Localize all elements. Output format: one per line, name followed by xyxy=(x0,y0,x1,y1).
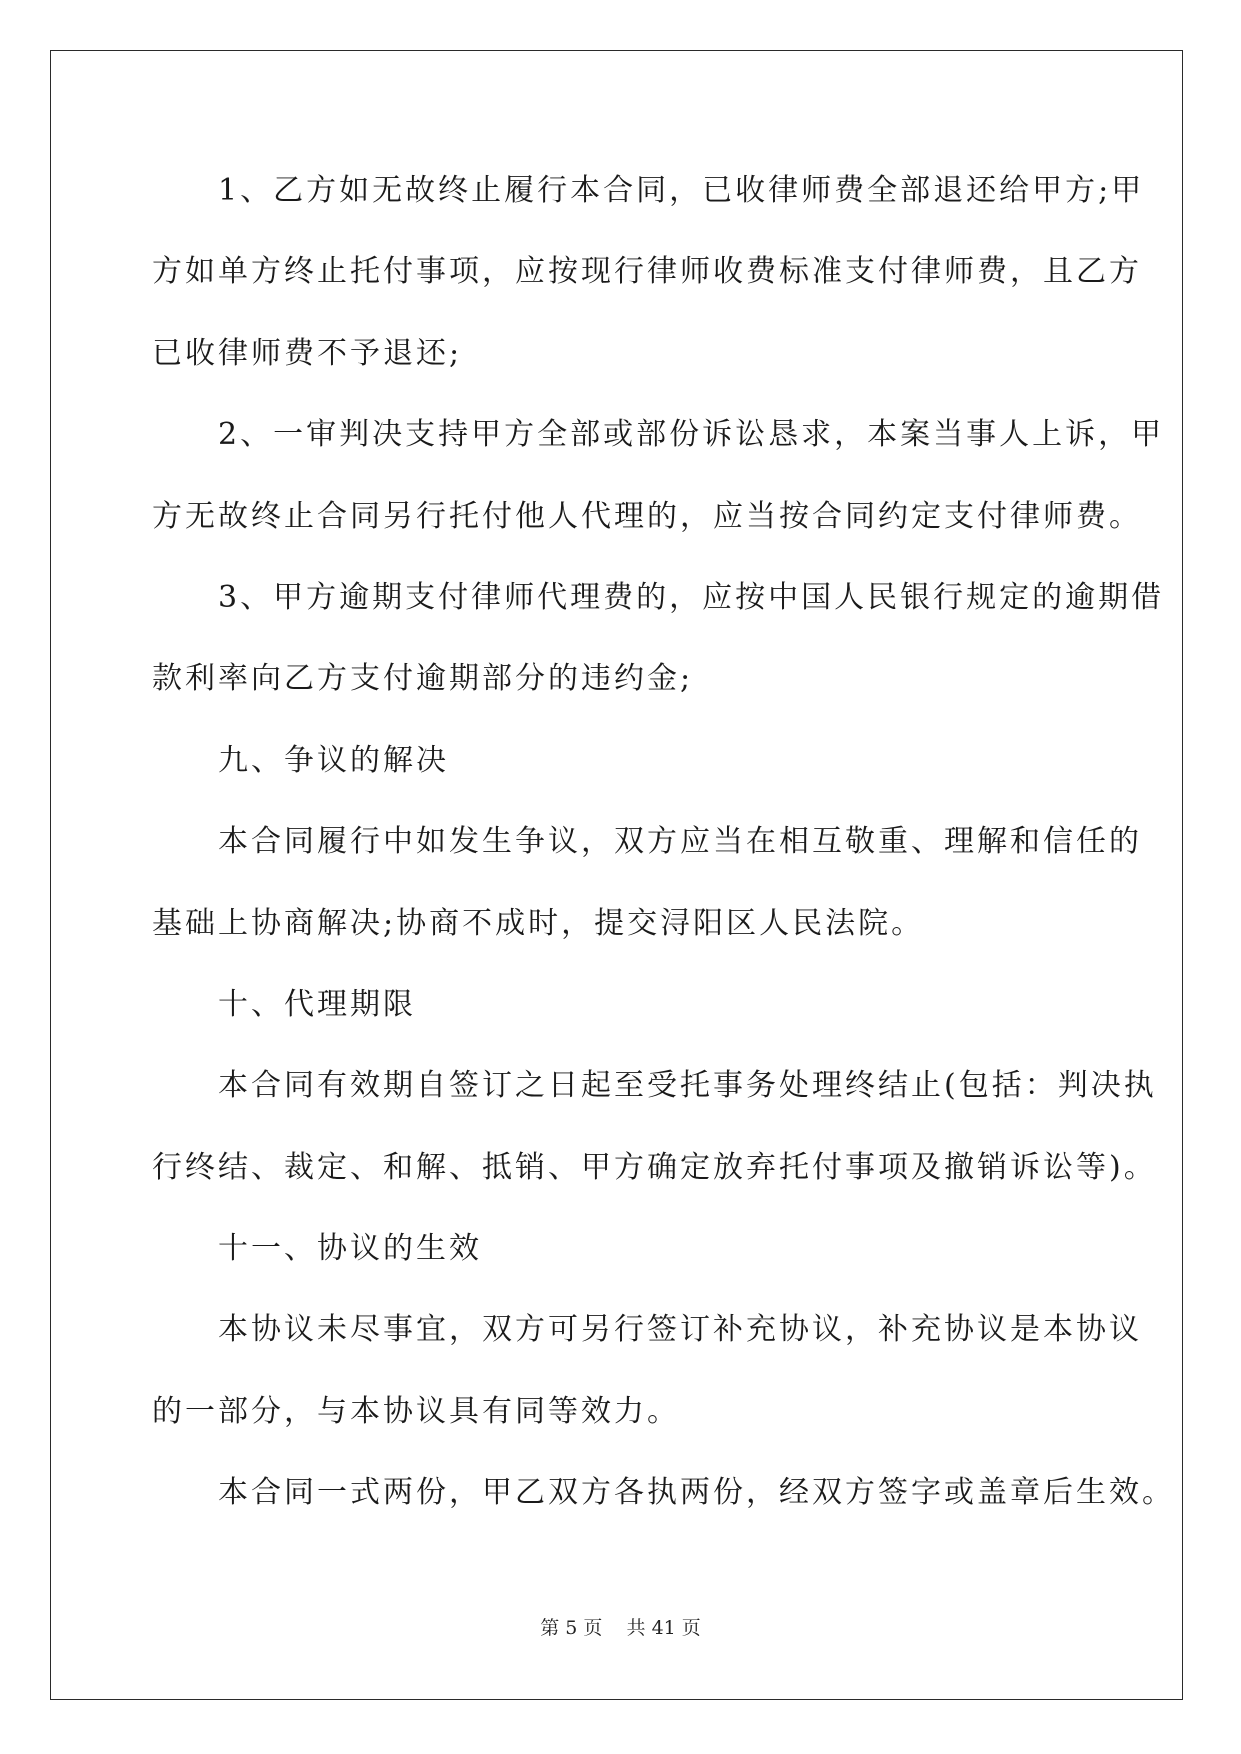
page-footer xyxy=(0,1613,1241,1640)
text-line: 本合同履行中如发生争议，双方应当在相互敬重、理解和信任的 xyxy=(152,824,1142,860)
text-line: 本协议未尽事宜，双方可另行签订补充协议，补充协议是本协议 xyxy=(152,1312,1142,1348)
section-heading: 九、争议的解决 xyxy=(152,742,449,778)
text-line: 行终结、裁定、和解、抵销、甲方确定放弃托付事项及撤销诉讼等)。 xyxy=(152,1149,1157,1185)
section-heading: 十、代理期限 xyxy=(152,986,416,1022)
page-number: 第 5 页 xyxy=(540,1617,603,1639)
text-line: 本合同有效期自签订之日起至受托事务处理终结止(包括：判决执 xyxy=(152,1068,1157,1104)
text-line: 方如单方终止托付事项，应按现行律师收费标准支付律师费，且乙方 xyxy=(152,254,1142,290)
page-total: 共 41 页 xyxy=(626,1617,701,1639)
text-line: 已收律师费不予退还; xyxy=(152,335,463,371)
section-heading: 十一、协议的生效 xyxy=(152,1231,482,1267)
text-line: 1、乙方如无故终止履行本合同，已收律师费全部退还给甲方;甲 xyxy=(152,173,1145,208)
text-line: 方无故终止合同另行托付他人代理的，应当按合同约定支付律师费。 xyxy=(152,498,1142,534)
text-line: 的一部分，与本协议具有同等效力。 xyxy=(152,1393,680,1429)
text-line: 2、一审判决支持甲方全部或部份诉讼恳求，本案当事人上诉，甲 xyxy=(152,417,1165,453)
document-body xyxy=(152,150,1175,1534)
text-line: 款利率向乙方支付逾期部分的违约金; xyxy=(152,661,694,697)
text-line: 本合同一式两份，甲乙双方各执两份，经双方签字或盖章后生效。 xyxy=(152,1475,1175,1511)
text-line: 基础上协商解决;协商不成时，提交浔阳区人民法院。 xyxy=(152,905,925,941)
text-line: 3、甲方逾期支付律师代理费的，应按中国人民银行规定的逾期借 xyxy=(152,579,1165,615)
